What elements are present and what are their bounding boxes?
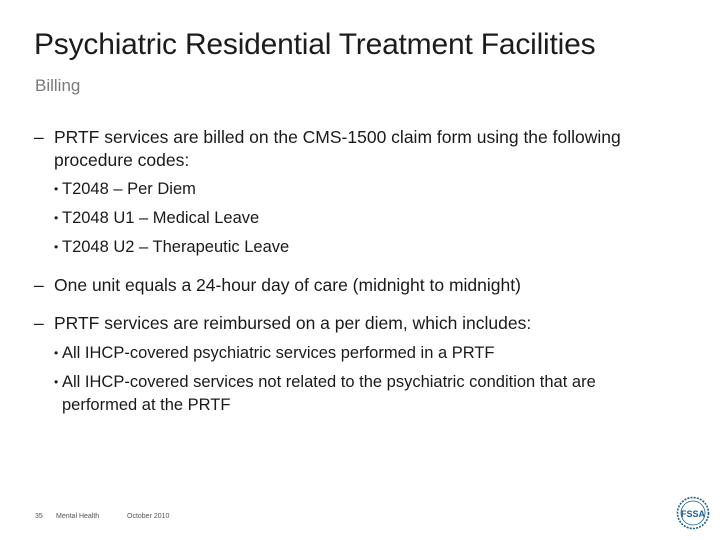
sub-item-text: All IHCP-covered psychiatric services performed in a PRTF: [62, 344, 495, 362]
bullet-marker: •: [54, 346, 59, 360]
logo-text: FSSA: [680, 509, 706, 519]
dash-marker: –: [34, 313, 44, 333]
footer-date: October 2010: [127, 513, 170, 520]
sub-item-psychiatric-services: [34, 342, 674, 365]
bullet-marker: •: [54, 211, 59, 225]
item-text: PRTF services are reimbursed on a per diem, which includes:: [54, 313, 532, 333]
sub-item-per-diem: [34, 178, 674, 201]
item-billing-form: [34, 126, 674, 172]
footer-page-number: 35: [35, 513, 43, 520]
sub-item-therapeutic-leave: [34, 236, 674, 259]
sub-item-medical-leave: [34, 207, 674, 230]
slide-content: [34, 126, 674, 417]
item-reimbursement: [34, 312, 674, 335]
bullet-marker: •: [54, 182, 59, 196]
sub-item-text: T2048 U1 – Medical Leave: [62, 209, 260, 227]
bullet-marker: •: [54, 240, 59, 254]
sub-item-text: All IHCP-covered services not related to the psychiatric condition that are performed at the PRTF: [62, 373, 596, 414]
dash-marker: –: [34, 275, 44, 295]
sub-item-other-services: [34, 371, 674, 417]
item-unit-definition: [34, 274, 674, 297]
sub-item-text: T2048 U2 – Therapeutic Leave: [62, 238, 290, 256]
slide-title: Psychiatric Residential Treatment Facilities: [34, 28, 596, 61]
item-text: PRTF services are billed on the CMS-1500 claim form using the following procedure codes:: [54, 127, 621, 170]
fssa-logo: [676, 496, 710, 530]
dash-marker: –: [34, 127, 44, 147]
item-text: One unit equals a 24-hour day of care (midnight to midnight): [54, 275, 521, 295]
footer-section: Mental Health: [56, 513, 100, 520]
slide-subtitle: Billing: [35, 76, 81, 95]
sub-item-text: T2048 – Per Diem: [62, 180, 196, 198]
bullet-marker: •: [54, 375, 59, 389]
